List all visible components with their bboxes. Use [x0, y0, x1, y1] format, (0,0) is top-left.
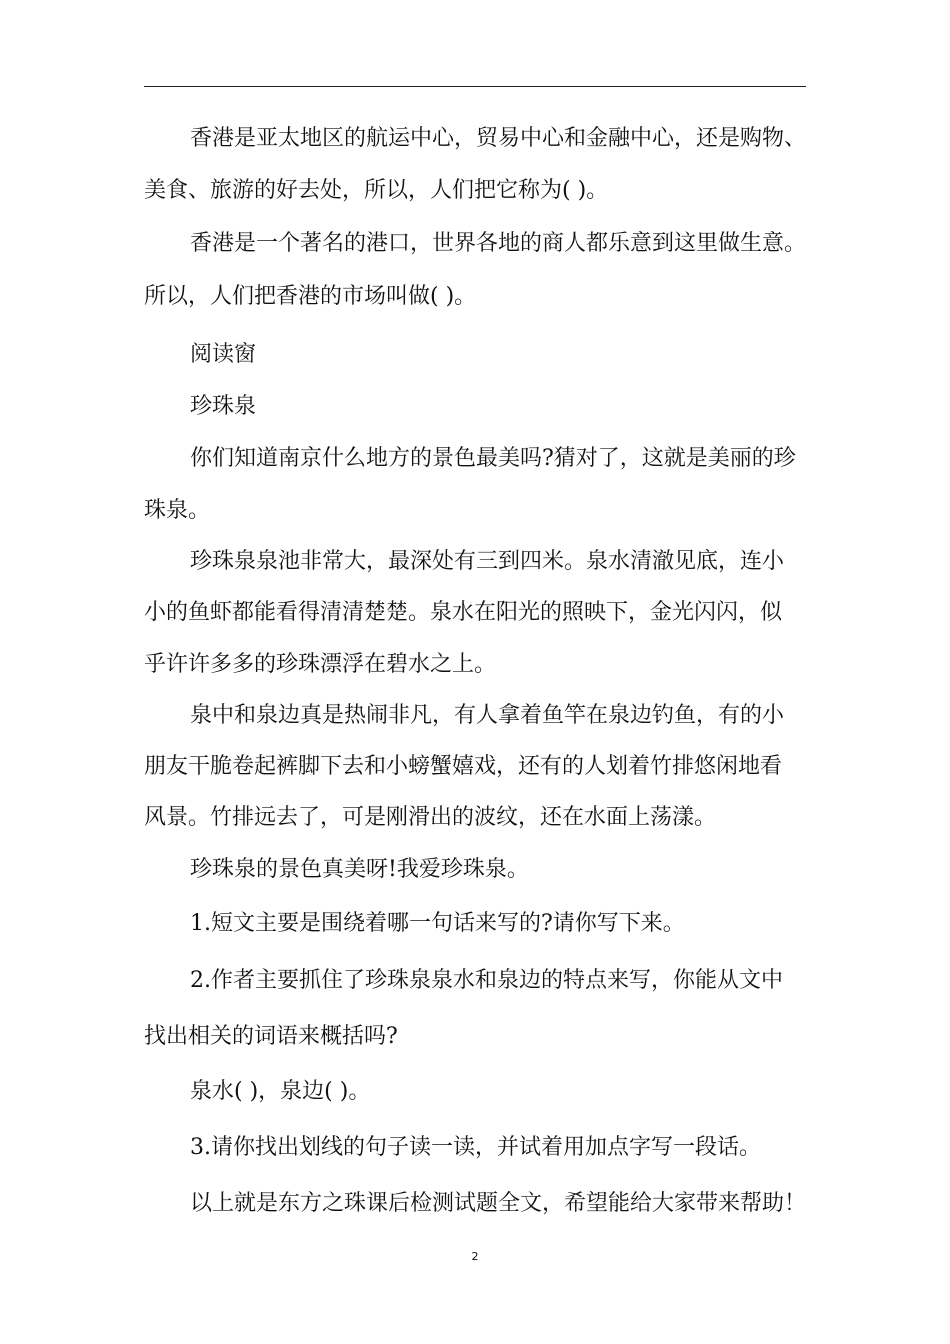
text-line: 美食、旅游的好去处，所以，人们把它称为( )。 [144, 178, 609, 203]
text-line: 珠泉。 [144, 498, 211, 523]
text-line: 珍珠泉的景色真美呀!我爱珍珠泉。 [190, 857, 529, 882]
text-line: 朋友干脆卷起裤脚下去和小螃蟹嬉戏，还有的人划着竹排悠闲地看 [144, 754, 783, 779]
question-3: 3.请你找出划线的句子读一读，并试着用加点字写一段话。 [190, 1135, 761, 1160]
section-heading: 阅读窗 [190, 342, 257, 367]
text-line: 所以，人们把香港的市场叫做( )。 [144, 284, 477, 309]
page-number: 2 [471, 1250, 479, 1263]
text-line: 找出相关的词语来概括吗? [144, 1024, 398, 1049]
text-line: 泉中和泉边真是热闹非凡，有人拿着鱼竿在泉边钓鱼，有的小 [190, 703, 785, 728]
header-rule [144, 86, 806, 87]
text-line: 香港是一个著名的港口，世界各地的商人都乐意到这里做生意。 [190, 231, 807, 256]
closing-line: 以上就是东方之珠课后检测试题全文，希望能给大家带来帮助！ [190, 1191, 807, 1216]
text-line: 珍珠泉泉池非常大，最深处有三到四米。泉水清澈见底，连小 [190, 549, 785, 574]
text-line: 小的鱼虾都能看得清清楚楚。泉水在阳光的照映下，金光闪闪，似 [144, 600, 783, 625]
text-line: 风景。竹排远去了，可是刚滑出的波纹，还在水面上荡漾。 [144, 805, 717, 830]
question-1: 1.短文主要是围绕着哪一句话来写的?请你写下来。 [190, 911, 685, 936]
question-2: 2.作者主要抓住了珍珠泉泉水和泉边的特点来写，你能从文中 [190, 968, 783, 993]
answer-blanks: 泉水( )，泉边( )。 [190, 1079, 371, 1104]
text-line: 你们知道南京什么地方的景色最美吗?猜对了，这就是美丽的珍 [190, 446, 796, 471]
text-line: 乎许许多多的珍珠漂浮在碧水之上。 [144, 652, 497, 677]
text-line: 香港是亚太地区的航运中心，贸易中心和金融中心，还是购物、 [190, 126, 807, 151]
article-title: 珍珠泉 [190, 394, 257, 419]
